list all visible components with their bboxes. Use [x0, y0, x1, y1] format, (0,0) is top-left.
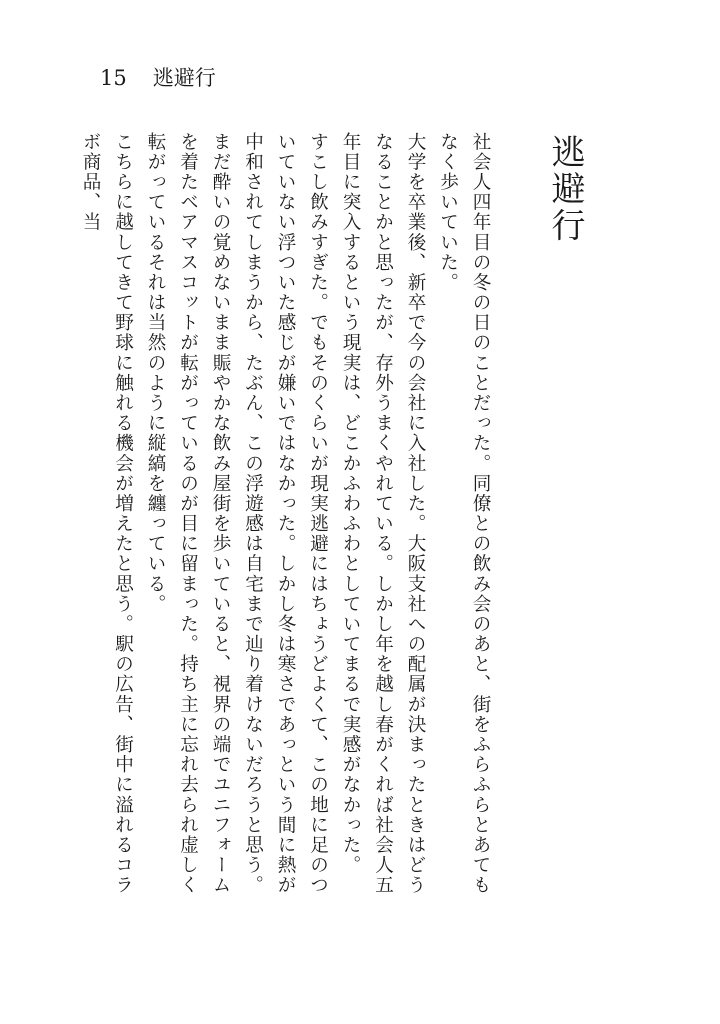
paragraph: 社会人四年目の冬の日のことだった。同僚との飲み会のあと、街をふらふらとあてもなく歩いていた。 — [437, 132, 491, 896]
chapter-title: 逃避行 — [545, 134, 585, 245]
running-header — [100, 68, 216, 89]
paragraph: こちらに越してきて野球に触れる機会が増えたと思う。駅の広告、街中に溢れるコラボ商品、当 — [80, 132, 134, 896]
paragraph: まだ酔いの覚めないまま賑やかな飲み屋街を歩いていると、視界の端でユニフォームを着たベアマスコットが転がっているのが目に留まった。持ち主に忘れ去られ虚しく転がっているそれは当然のように縦縞を纏っている。 — [145, 132, 231, 896]
body-text — [80, 132, 496, 912]
page-number: 15 — [100, 66, 127, 90]
paragraph: すこし飲みすぎた。でもそのくらいが現実逃避にはちょうどよくて、この地に足のついていない浮ついた感じが嫌いではなかった。しかし冬は寒さであっという間に熱が中和されてしまうから、たぶん、この浮遊感は自宅まで辿り着けないだろうと思う。 — [242, 132, 329, 896]
paragraph: 大学を卒業後、新卒で今の会社に入社した。大阪支社への配属が決まったときはどうなることかと思ったが、存外うまくやれている。しかし年を越し春がくれば社会人五年目に突入するという現実は、どこかふわふわとしていてまるで実感がなかった。 — [340, 132, 426, 896]
running-title: 逃避行 — [152, 66, 216, 90]
